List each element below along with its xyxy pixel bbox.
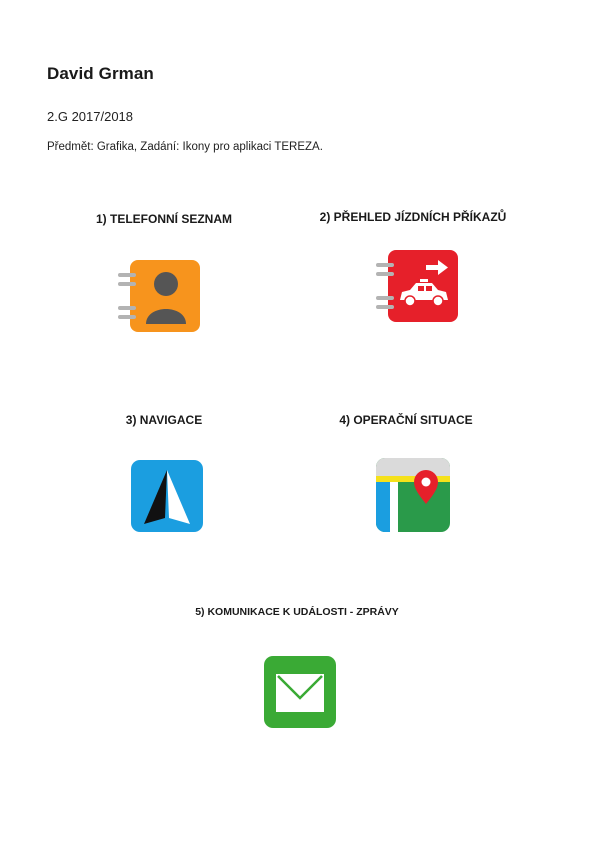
- caption-communication: 5) KOMUNIKACE K UDÁLOSTI - ZPRÁVY: [195, 606, 399, 618]
- caption-ride-orders: 2) PŘEHLED JÍZDNÍCH PŘÍKAZŮ: [319, 210, 507, 224]
- envelope-icon: [264, 656, 336, 728]
- caption-phonebook: 1) TELEFONNÍ SEZNAM: [95, 212, 232, 226]
- caption-navigation: 3) NAVIGACE: [125, 413, 203, 427]
- ride-orders-icon: [374, 248, 460, 324]
- class-year: 2.G 2017/2018: [47, 109, 134, 124]
- subject-line: Předmět: Grafika, Zadání: Ikony pro aplikaci TEREZA.: [47, 141, 323, 153]
- author-name: David Grman: [47, 64, 154, 83]
- map-pin-icon: [376, 458, 450, 532]
- phonebook-icon: [116, 258, 202, 334]
- navigation-icon: [131, 460, 203, 532]
- caption-operational-situation: 4) OPERAČNÍ SITUACE: [339, 413, 473, 427]
